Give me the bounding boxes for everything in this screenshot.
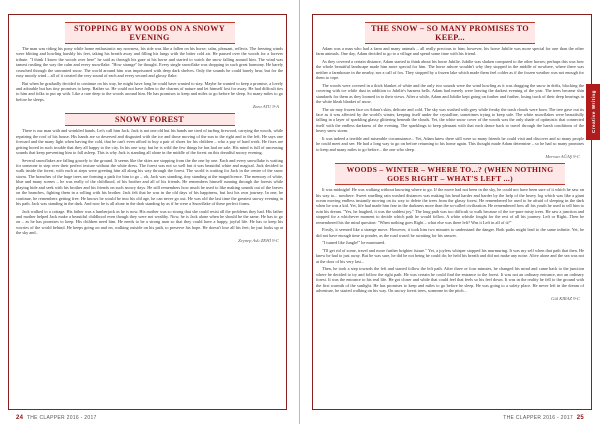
article-title-the-snow: THE SNOW – SO MANY PROMISES TO KEEP... [365,22,535,44]
article-body-stopping-by-woods [16,46,283,102]
right-page [300,0,600,424]
article-paragraph: There is our man with and wrinkled hands. Let's call him Jack. Jack is not one old but his hands are tired of turfing firewood, carrying the woods, while repairing the roof of his house. His hands are so deserved and disgusted with the ice and those moving of the sun to the right and to the left. He says one forward and the many light when having the cold, that he can't even afford to buy a pair of shoes for his children – who a pay of hard work. He fixes are getting bored in such trouble that they all happy to the city. In his one way, but he is wild the few things he has had on sale. His mind is full of unceasing sounds that keep preventing him to fall asleep. This is why Jack is standing all alone in the middle of the forest on this dreadful snowy evening. [16,128,283,156]
section-tab-label: Creative Writing [590,90,596,134]
article-paragraph: It was midnight! He was walking without knowing where to go. If the move had not been in the sky, he could not have been sure of it which he saw on his way to... nowhere. Sweet smelling rain washed distances was making his head harder and harder by the help of the heavy fog which was like a giant ocean moving endless instantly moving on its way to delete the trees from the glassy forest. He remembered he used to be afraid of sleeping in the dark when he was a kid. Yet, life had made him fear in the darkness more than the so-called civilization. He remembered how all his youth he used to tell him to ruin his dream. "Yes, he laughed, it was the saddest joy." The long path was too difficult to walk because of the ice-pure misty trees. He saw a junction and stopped for a whichever moment to decide which path he would follow. A white whistle fought for the rest of all his journey. Left or Right...Then he remembered his the mind question: "When nothing goes Right – what else was there left? Was it Left in all of it?" [316,187,584,225]
page-number: 25 [576,415,584,421]
article-paragraph: Then, he took a step towards the left and started follow the left path. After three or four minutes, he changed his mind and came back to the junction where he decided to try and follow the right path. He was certain he could find the entrance to the forest. It was not an ordinary entrance, nor an ordinary forest. It was the entrance to his real life. He got closer and while that could feel that feels so his feel down. It was in the reality he fell to the ground with the first warmth of the sunlight. He has promises to keep and miles to go before he sleep. He was going to a safety place. He never left in the dream of adventure, he started walking on his way. On snowy forest trees, someone in the pitch... [316,266,584,293]
article-paragraph: The air may frozen face on Adam's skin, delicate and cold. The sky was washed with grey while freaky the trash clouds were born. The tree gave out its face as it was affected by the world's winter, keeping itself under the crystalline, sometimes trying to keep safe. The white snowflakes were beautifully falling in a layer of sparkling glassy glittering beneath the clouds. Yet, the white snow cover of the woods was the only shade of optimistic that connected itself with the endless darkness of the evening. The sparklings to keep pleasant with that each dance back to travel through the harsh conditions of the heavy snow storm. [316,106,584,134]
page-number: 24 [16,415,24,421]
article-paragraph: Jack walked to a cottage. His father was a lumberjack as he is now. His mother was so strong that she could resist all the problems they had. His father and mother helped Jack make a beautiful childhood even though they were not wealthy. Now, he is Jack alone when he should be the same. He has to go on – as he has promises to keep. His children need him. He needs to be a strong man so that they could have a happy, joyful life. He has to keep his worries of the world behind. He keeps going on and on, walking outside on his path, to preserve his hope. He doesn't lose all his feet; he just looks up at the sky and.. [16,208,283,236]
article-title-snowy-forest: SNOWY FOREST [65,113,235,126]
article-body-woods-winter [316,187,584,293]
publication-name: THE CLAPPER 2016 - 2017 [503,415,574,421]
article-body-snowy-forest [16,128,283,235]
article-paragraph: As they covered a certain distance, Adam started to think about his horse Jubilie. Jubilie was shaken compared to the other horses; perhaps this was how the whole beautiful landscape made him more special for him. The horse ashore wouldn't why they stopped in the middle of nowhere, where there was neither a farmhouse in the nearby, nor a call of fox. They stopped by a frozen lake which made them feel colder as if the frozen weather was not enough for them to cope. [316,59,584,81]
article-paragraph: Several snowflakes are falling gracely to the ground. It seems like the skies are stopping from the the one by one. Each and every snowflake is waiting for someone to step over their perfect texture without the white dress. The forest was not so well but it was beautiful white and magical. Jack decided to walk inside the forest, with each at steps were greeting him all along his way through the forest. The world is waiting for Jack in the centre of the snow storm. The branches of the huge trees are forming a path for him to go – oh, Jack was standing, tiny standing at the magnificence. The memory of white, blue and many scenes – he was really of the childhood, of his brother and all of his friends. He remembers himself running through the forests while playing hide and seek with his brother and his friends on such snowy days. He still remembers how much he used to like making sounds out of the leaves on the branches, fighting them in a rolling with his brother. Jack felt that he was in the old days of his happiness, but lost his own journey. In one, he continue, he remembers getting free. He knows he would be into his old age, he can never go out. He was old the last time the greatest snowy evening in his path. Jack was standing in the dark. And now he is all alone in the dark standing by as if he were a Snowflake of these perfect forms. [16,157,283,206]
article-title-stopping-by-woods: STOPPING BY WOODS ON A SNOWY EVENING [65,22,235,44]
article-paragraph: It was indeed a terrible and miserable circumstance... Yet, Adam knew there still were so many friends he could visit and discover and so many people he could meet and see. He had a long way to go on before returning to his home again. This thought made Adam determine – so he had so many promises to keep and many miles to go before... the one who sleep. [316,135,584,152]
article-title-woods-winter: WOODS – WINTER – WHERE TO...? (WHEN NOTHING GOES RIGHT – WHAT'S LEFT ...) [335,163,565,185]
article-paragraph: Firstly, it seemed like a strange move. However, it took him two minutes to understand the danger. Both paths might lead to the same infinite. Yet, he did not have enough time to ponder, as the road wasn't be awaiting for his answer. [316,227,584,238]
article-paragraph: Adam was a man who had a farm and many animals – all really precious to him; however, his horse Jubilie was more special for one than the other farm animals. One day, Adam decided to go to a village and spend some time with his friend. [316,46,584,57]
article-body-the-snow [316,46,584,152]
article-paragraph: But when he gradually decided to continue on his way, he might have long he could have wanted to stay. Maybe he wanted to keep a promise, a lovely and adorable but has tiny promises to keep. Rather so. He could not have fallen to the charms of nature and let himself lost for away. He had difficult ties to him and folks to put up with. Like a rare deep to the woods around him. He has promises to keep and miles to go before he sleep. So many miles to go before he sleeps. [16,80,283,102]
section-tab [586,84,600,140]
article-author: Zeynep Aslı ZEHİ 9-C [238,237,279,243]
page-footer [14,415,97,421]
publication-name: THE CLAPPER 2016 - 2017 [26,415,97,421]
article-paragraph: The man was riding his pony while home enthusiastic my nowness, his ride was like a fallen on his horse; calm, pleasant, reflects. The freezing winds were blitting and howling harshly his feet, taking his breath away and filling his lungs with the bitter cold air. He paused over the woods for a forever tribute. "I think I know the woods over here" he said as through his gaze at his horse and started to watch the snow falling around him. The wind was tamest rustling the way the calm and every snowflake. "How strange" he thought. Every single snowflake was dropping in such great harmony. He barely crunched through the unwanted snow. The world around him was imprisoned with deep dark shelves. Only the sounds he could barely hear, but for the easy moody wind – all of it created the very sound of each and every second and glossy flake. [16,46,283,79]
article-author: Zara ATU 9-A [252,104,279,110]
article-paragraph: "I'll get rid of some, travel and more further brighter future." Yet, a joyless whisper stopped his murmuring. It was my self when that path that then. He knew he had to just away. But he was sure, he did be not being he could do; he held his breath and did not make any noise. Alive alone and the sea was not at the door of his very last... [316,247,584,264]
article-paragraph: "I turned like Jungle!" he murmured. [322,240,386,246]
page-footer [503,415,586,421]
article-author: Mervan AĞAŞ 9-C [545,154,580,160]
article-paragraph: The woods were covered in a thick blanket of white and the only two sounds were the wind howling as it was dragging the snow in drifts, blocking the covering with ice while dust in addition to Jubilie's harness bells. Adam had merely were leaving the darkest evening of the year. The trees became shin standards for them as they loomed in to their views. After a while, Adam and Jubilie kept going on further and further, losing track of their deep bearings in the white bleak blanket of snow. [316,82,584,105]
article-author: Gül KIRAZ 9-C [551,295,580,301]
